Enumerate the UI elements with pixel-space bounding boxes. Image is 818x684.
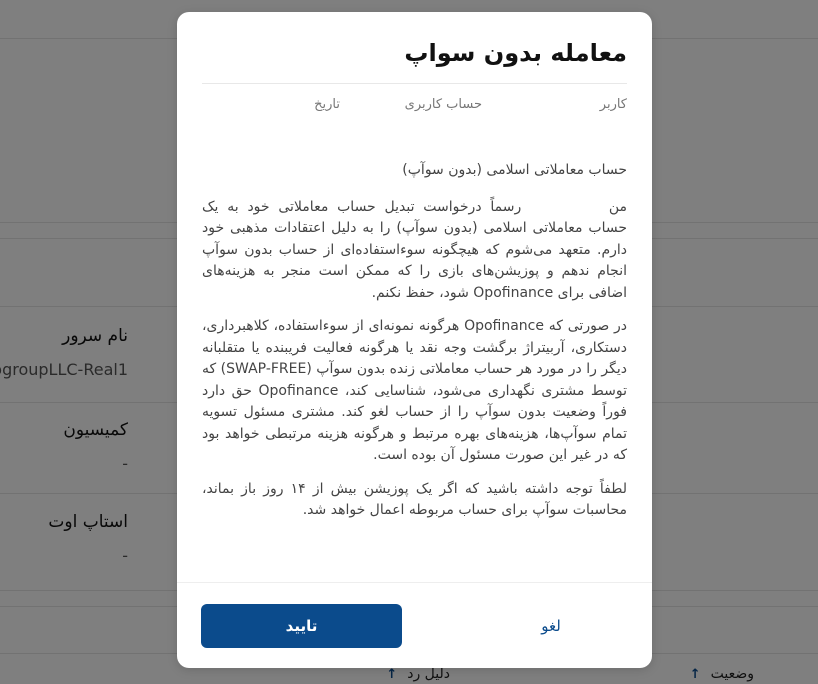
modal-title: معامله بدون سواپ <box>404 39 627 67</box>
paragraph-start: من <box>608 198 627 215</box>
footer-divider <box>177 582 652 583</box>
paragraph-abuse-policy: در صورتی که Opofinance هرگونه نمونه‌ای از سوءاستفاده، کلاهبرداری، دستکاری، آربیتراژ برگشت وجه نقد یا هرگونه فعالیت فریبنده یا متقلبانه دیگر را در مورد هر حساب معاملاتی زنده بدون سوآپ (SWAP-FREE) که توسط مشتری نگهداری می‌شود، شناسایی کند، Opofinance حق دارد فوراً وضعیت بدون سوآپ را از حساب لغو کند. مشتری مسئول تسویه تمام سوآپ‌ها، هزینه‌های بهره مرتبط و هرگونه هزینه مرتبطی خواهد بود که در غیر این صورت مسئول آن بوده است. <box>202 318 627 463</box>
swap-free-modal <box>177 12 652 668</box>
account-label: حساب کاربری <box>404 97 482 112</box>
info-row <box>202 84 627 124</box>
paragraph-14-day-notice: لطفاً توجه داشته باشید که اگر یک پوزیشن بیش از ۱۴ روز باز بماند، محاسبات سوآپ برای حساب مربوطه اعمال خواهد شد. <box>202 480 627 518</box>
paragraph-request <box>202 197 627 305</box>
modal-footer <box>201 604 628 648</box>
modal-header <box>177 12 652 70</box>
paragraph-rest: رسماً درخواست تبدیل حساب معاملاتی خود به یک حساب معاملاتی اسلامی (بدون سوآپ) را به دلیل اعتقادات مذهبی خود دارم. متعهد می‌شوم که هیچگونه سوءاستفاده‌ای از حساب بدون سوآپ انجام ندهم و پوزیشن‌های بازی را که ممکن است منجر به هزینه‌های اضافی برای Opofinance شود، حفظ نکنم. <box>202 198 627 301</box>
body-heading: حساب معاملاتی اسلامی (بدون سوآپ) <box>402 162 627 178</box>
cancel-button[interactable]: لغو <box>451 604 651 648</box>
date-label: تاریخ <box>314 97 340 112</box>
modal-body <box>177 160 652 580</box>
confirm-button[interactable]: تایید <box>201 604 402 648</box>
user-label: کاربر <box>599 97 627 112</box>
